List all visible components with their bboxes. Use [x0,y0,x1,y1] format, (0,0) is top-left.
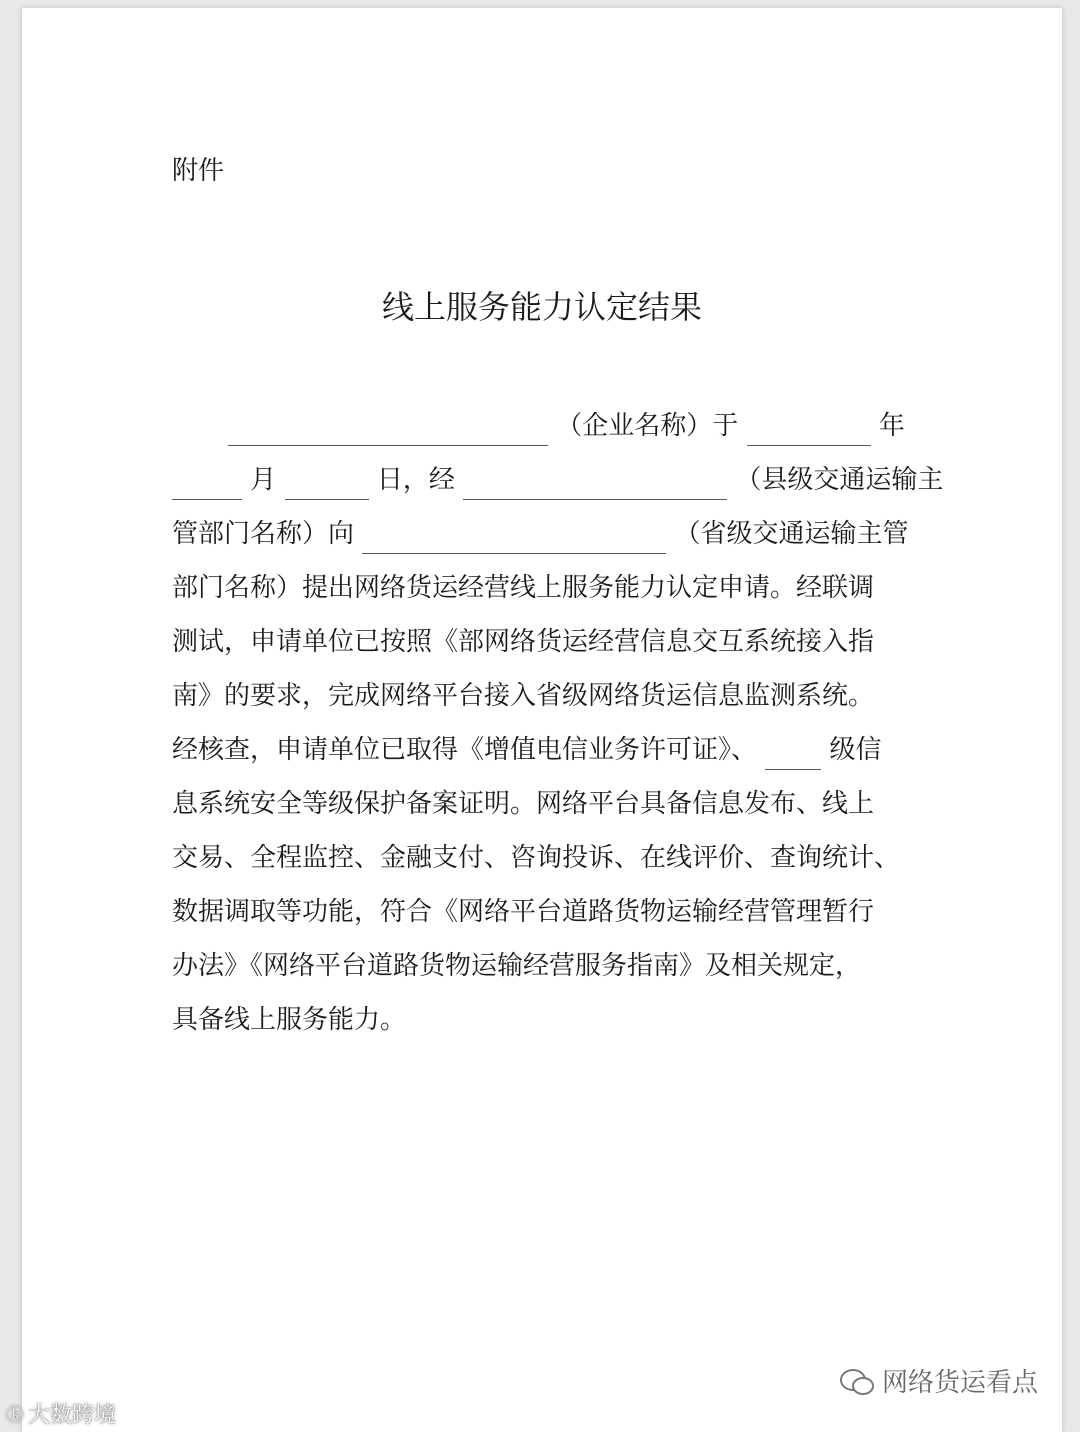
watermark-right-text: 网络货运看点 [882,1368,1039,1398]
body-line-7 [172,730,922,770]
province-dept-label: （省级交通运输主管 [674,519,909,549]
body-line-4: 部门名称）提出网络货运经营线上服务能力认定申请。经联调 [172,573,875,603]
county-dept-label-cont: 管部门名称）向 [172,519,355,549]
company-name-label: （企业名称）于 [556,411,739,441]
body-line-11: 办法》《网络平台道路货物运输经营服务指南》及相关规定， [172,951,862,981]
watermark-left-text: 大数跨境 [28,1403,117,1428]
month-label: 月 [250,465,277,495]
body-line-12: 具备线上服务能力。 [172,1005,407,1035]
license-text: 经核查，申请单位已取得《增值电信业务许可证》、 [172,735,758,765]
body-line-9: 交易、全程监控、金融支付、咨询投诉、在线评价、查询统计、 [172,843,901,873]
day-blank [285,469,369,500]
county-dept-label: （县级交通运输主 [735,465,944,495]
year-label: 年 [878,411,905,441]
watermark-left [6,1398,116,1429]
wechat-icon [840,1367,874,1395]
province-dept-blank [362,523,666,554]
year-blank [747,415,871,446]
month-blank [172,469,242,500]
body-line-8: 息系统安全等级保护备案证明。网络平台具备信息发布、线上 [172,789,875,819]
document-page [22,8,1062,1432]
body-line-3 [172,514,922,554]
security-level-label: 级信 [829,735,882,765]
security-level-blank [765,739,821,770]
brand-logo-icon: ⓚ [6,1404,24,1426]
body-line-2 [172,460,944,500]
body-line-10: 数据调取等功能，符合《网络平台道路货物运输经营管理暂行 [172,897,875,927]
company-name-blank [228,415,548,446]
watermark-right [840,1362,1038,1399]
day-label: 日，经 [376,465,455,495]
county-dept-blank [463,469,727,500]
document-title: 线上服务能力认定结果 [381,288,702,326]
body-line-5: 测试，申请单位已按照《部网络货运经营信息交互系统接入指 [172,627,875,657]
body-line-6: 南》的要求，完成网络平台接入省级网络货运信息监测系统。 [172,681,875,711]
body-line-1 [172,406,922,446]
attachment-label: 附件 [172,156,225,186]
